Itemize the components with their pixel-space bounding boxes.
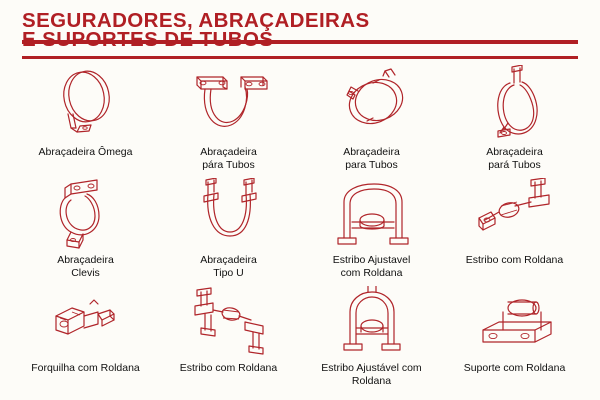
caption-line-2: Clevis [71, 266, 100, 279]
product-caption [466, 254, 563, 280]
caption-line-1: Abraçadeira [57, 254, 114, 266]
roller-fork-icon [16, 286, 155, 358]
product-grid [0, 64, 600, 388]
product-caption [57, 254, 114, 280]
page-header [0, 0, 600, 58]
product-cell[interactable] [14, 178, 157, 280]
product-cell[interactable] [14, 286, 157, 388]
product-cell[interactable] [157, 286, 300, 388]
product-cell[interactable] [300, 286, 443, 388]
caption-line-1: Forquilha com Roldana [31, 362, 140, 374]
product-caption [321, 362, 421, 388]
product-caption [200, 254, 257, 280]
caption-line-1: Abraçadeira [200, 146, 257, 158]
caption-line-2: pará Tubos [488, 158, 541, 171]
adjustable-roller-stirrup-icon [302, 178, 441, 250]
product-cell[interactable] [443, 286, 586, 388]
product-caption [39, 146, 133, 172]
product-cell[interactable] [443, 178, 586, 280]
product-cell[interactable] [14, 64, 157, 172]
product-row [14, 64, 586, 172]
caption-line-2: com Roldana [340, 266, 403, 279]
caption-line-1: Abraçadeira Ômega [38, 146, 133, 158]
caption-line-2: para Tubos [345, 158, 398, 171]
split-ring-clamp-icon [302, 64, 441, 142]
title-divider-bottom [22, 56, 578, 59]
caption-line-2: pára Tubos [202, 158, 255, 171]
product-caption [464, 362, 566, 388]
product-caption [486, 146, 543, 172]
bolted-pipe-clamp-icon [445, 64, 584, 142]
caption-line-2: Roldana [351, 374, 392, 387]
product-caption [343, 146, 400, 172]
caption-line-1: Abraçadeira [343, 146, 400, 158]
product-row [14, 178, 586, 280]
caption-line-1: Estribo Ajustável com [321, 362, 422, 374]
product-cell[interactable] [157, 178, 300, 280]
roller-stirrup-rod-icon [159, 286, 298, 358]
pipe-hanger-clamp-icon [159, 64, 298, 142]
product-cell[interactable] [443, 64, 586, 172]
caption-line-1: Suporte com Roldana [463, 362, 566, 374]
product-caption [31, 362, 140, 388]
u-bolt-icon [159, 178, 298, 250]
caption-line-2: Tipo U [213, 266, 244, 279]
product-cell[interactable] [157, 64, 300, 172]
caption-line-1: Estribo com Roldana [465, 254, 564, 266]
roller-support-icon [445, 286, 584, 358]
caption-line-1: Abraçadeira [486, 146, 543, 158]
omega-clamp-icon [16, 64, 155, 142]
caption-line-1: Abraçadeira [200, 254, 257, 266]
caption-line-1: Estribo Ajustavel [332, 254, 411, 266]
clevis-hanger-icon [16, 178, 155, 250]
title-divider-top [22, 40, 578, 44]
page-title-line-1: SEGURADORES, ABRAÇADEIRAS [22, 9, 370, 32]
product-cell[interactable] [300, 178, 443, 280]
roller-stirrup-icon [445, 178, 584, 250]
product-caption [333, 254, 411, 280]
product-caption [180, 362, 277, 388]
product-row [14, 286, 586, 388]
product-cell[interactable] [300, 64, 443, 172]
product-caption [200, 146, 257, 172]
adjustable-roller-clamp-icon [302, 286, 441, 358]
caption-line-1: Estribo com Roldana [179, 362, 278, 374]
